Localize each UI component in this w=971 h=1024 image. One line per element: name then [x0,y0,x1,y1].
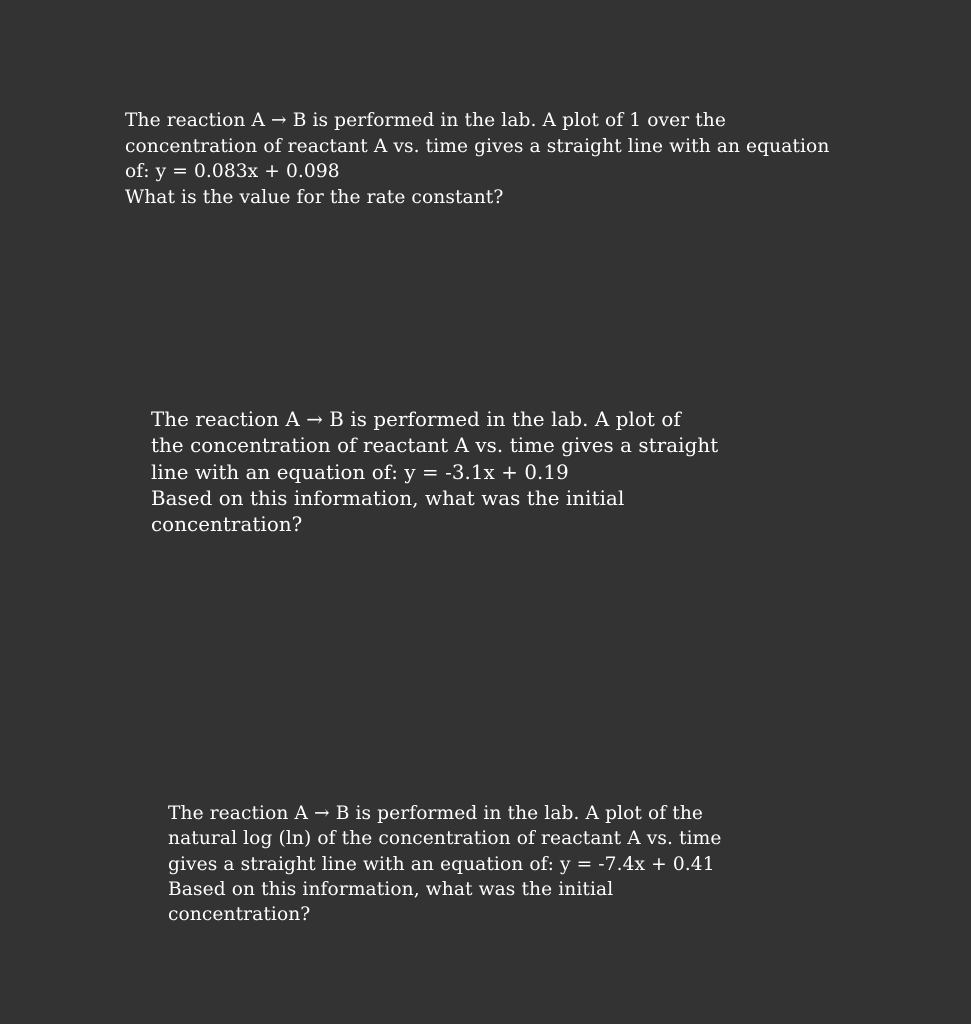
question-line: concentration? [168,904,311,926]
question-line: What is the value for the rate constant? [125,187,504,209]
question-line: natural log (ln) of the concentration of reactant A vs. time [168,828,722,850]
question-line: The reaction A → B is performed in the lab. A plot of the [168,803,704,824]
question-line: concentration? [151,513,303,537]
question-initial-concentration-zero-order [151,407,718,538]
question-rate-constant [125,108,829,211]
question-line: gives a straight line with an equation of: y = -7.4x + 0.41 [168,853,715,875]
question-line: Based on this information, what was the initial [168,878,614,900]
question-line: Based on this information, what was the initial [151,486,625,510]
question-line: concentration of reactant A vs. time gives a straight line with an equation [125,135,830,157]
question-line: The reaction A → B is performed in the lab. A plot of [151,408,681,431]
question-line: The reaction A → B is performed in the lab. A plot of 1 over the [125,110,726,131]
question-initial-concentration-first-order [168,801,721,927]
question-line: the concentration of reactant A vs. time gives a straight [151,434,719,458]
question-line: of: y = 0.083x + 0.098 [125,161,340,183]
question-line: line with an equation of: y = -3.1x + 0.19 [151,460,569,484]
